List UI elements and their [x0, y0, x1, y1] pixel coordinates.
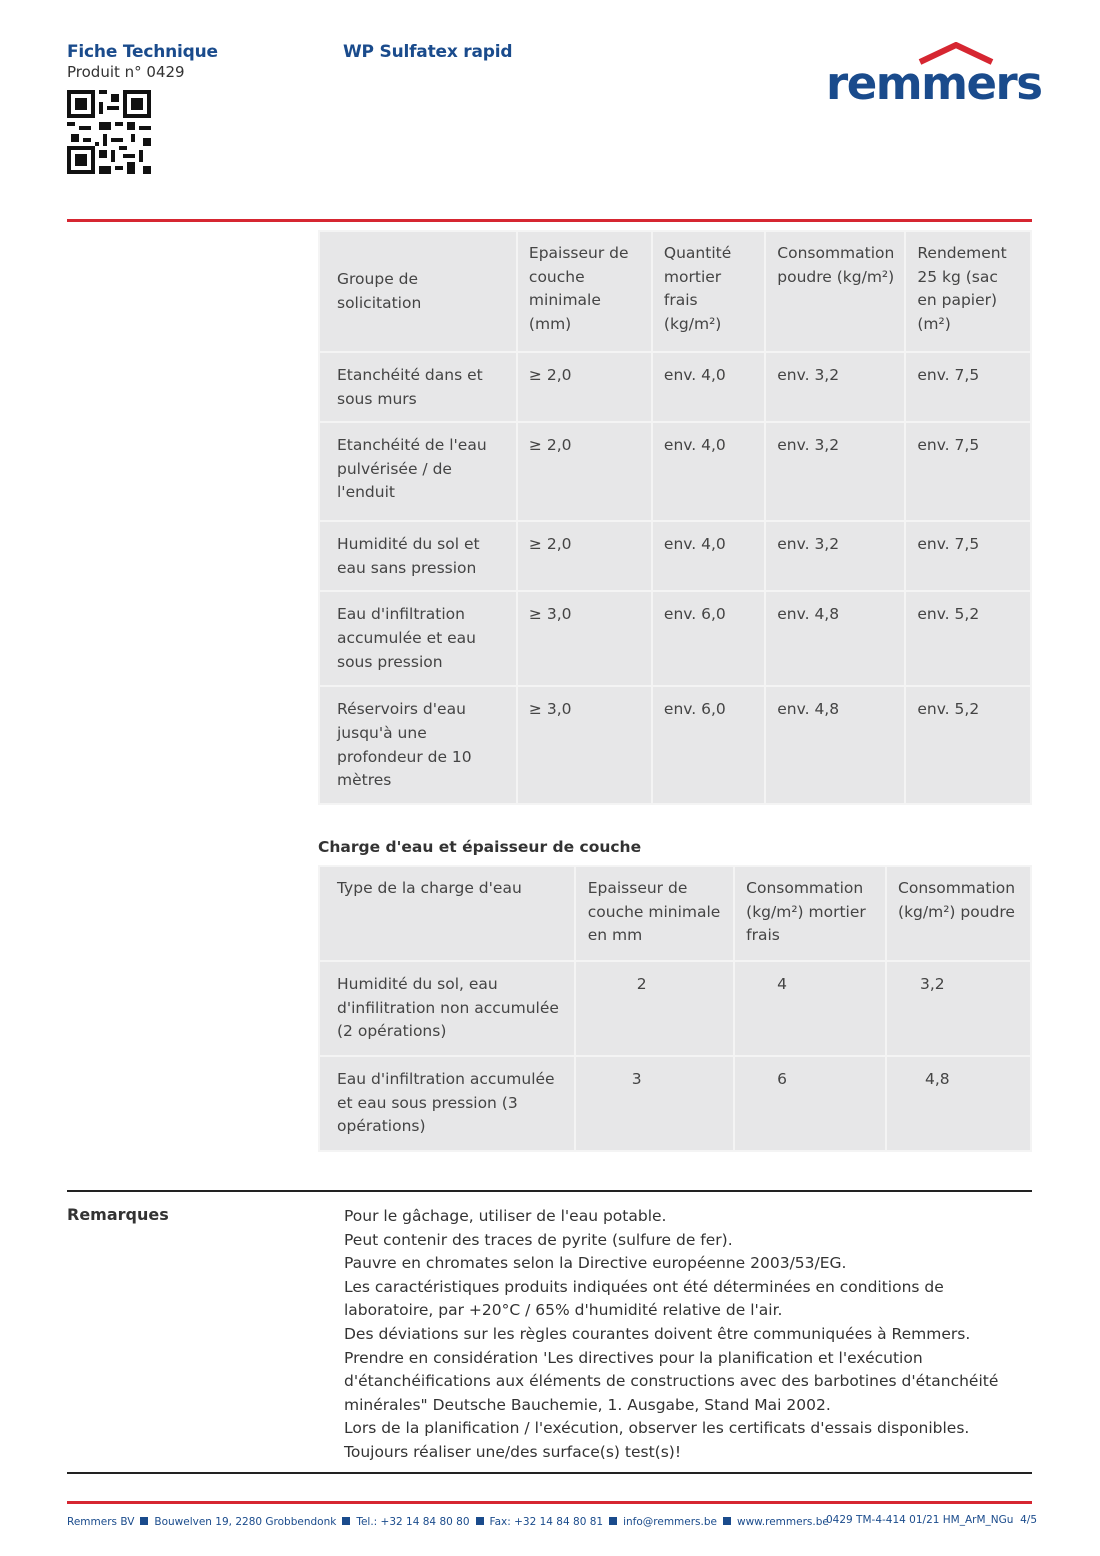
remmers-logo	[826, 42, 1042, 112]
square-bullet-icon	[609, 1517, 617, 1525]
table-cell: env. 4,0	[652, 521, 765, 591]
table-cell: env. 3,2	[765, 422, 905, 521]
page-number: 4/5	[1020, 1514, 1038, 1526]
table-row	[319, 591, 1031, 686]
remark-line: Peut contenir des traces de pyrite (sulfure de fer).	[344, 1230, 733, 1249]
square-bullet-icon	[140, 1517, 148, 1525]
column-header: Groupe de solicitation	[319, 231, 517, 352]
product-name: WP Sulfatex rapid	[343, 42, 513, 62]
table-cell: Eau d'infiltration accumulée et eau sous pression	[319, 591, 517, 686]
column-header: Consommation poudre (kg/m²)	[765, 231, 905, 352]
section-divider	[67, 1190, 1032, 1192]
remark-line: Pour le gâchage, utiliser de l'eau potable.	[344, 1207, 667, 1225]
table-cell: env. 7,5	[905, 521, 1031, 591]
table-row	[319, 961, 1031, 1056]
qr-code-icon	[67, 90, 151, 174]
table-cell: env. 5,2	[905, 686, 1031, 804]
remark-line: Les caractéristiques produits indiquées ont été déterminées en conditions de laboratoire, par +20°C / 65% d'humidité relative de l'air.	[344, 1277, 944, 1320]
table-cell: env. 4,0	[652, 352, 765, 422]
square-bullet-icon	[342, 1517, 350, 1525]
table-cell: 2	[575, 961, 734, 1056]
table-cell: Réservoirs d'eau jusqu'à une profondeur de 10 mètres	[319, 686, 517, 804]
column-header: Epaisseur de couche minimale (mm)	[517, 231, 652, 352]
table-cell: env. 4,8	[765, 686, 905, 804]
footer-fax: Fax: +32 14 84 80 81	[489, 1516, 604, 1528]
footer-phone: Tel.: +32 14 84 80 80	[356, 1516, 470, 1528]
logo-wordmark: remmers	[826, 57, 1042, 110]
remarks-text	[344, 1205, 1034, 1465]
table-cell: Etanchéité dans et sous murs	[319, 352, 517, 422]
table-cell: ≥ 3,0	[517, 591, 652, 686]
square-bullet-icon	[476, 1517, 484, 1525]
table-cell: env. 6,0	[652, 686, 765, 804]
document-header	[67, 42, 218, 81]
table-header-row	[319, 866, 1031, 961]
table-cell: env. 3,2	[765, 521, 905, 591]
product-number: Produit n° 0429	[67, 63, 185, 81]
column-header: Consommation (kg/m²) mortier frais	[734, 866, 886, 961]
table-cell: ≥ 2,0	[517, 352, 652, 422]
table-cell: 4	[734, 961, 886, 1056]
remark-line: Toujours réaliser une/des surface(s) test(s)!	[344, 1442, 682, 1461]
footer-company: Remmers BV	[67, 1516, 135, 1528]
square-bullet-icon	[723, 1517, 731, 1525]
table-cell: Etanchéité de l'eau pulvérisée / de l'enduit	[319, 422, 517, 521]
table-cell: 6	[734, 1056, 886, 1151]
table-cell: Humidité du sol et eau sans pression	[319, 521, 517, 591]
remark-line: Pauvre en chromates selon la Directive européenne 2003/53/EG.	[344, 1254, 847, 1273]
table-cell: env. 5,2	[905, 591, 1031, 686]
table-cell: Humidité du sol, eau d'infilitration non accumulée (2 opérations)	[319, 961, 575, 1056]
water-load-table	[318, 865, 1032, 1152]
column-header: Type de la charge d'eau	[319, 866, 575, 961]
table-row	[319, 521, 1031, 591]
footer-website: www.remmers.be	[736, 1516, 829, 1528]
remark-line: Lors de la planification / l'exécution, observer les certificats d'essais disponibles.	[344, 1419, 970, 1438]
doc-type-title: Fiche Technique	[67, 42, 218, 62]
footer-reference	[826, 1514, 1037, 1526]
table-cell: 4,8	[886, 1056, 1031, 1151]
table-row	[319, 352, 1031, 422]
table-cell: env. 3,2	[765, 352, 905, 422]
table-cell: 3	[575, 1056, 734, 1151]
column-header: Epaisseur de couche minimale en mm	[575, 866, 734, 961]
table-row	[319, 422, 1031, 521]
table-cell: ≥ 2,0	[517, 422, 652, 521]
table-cell: ≥ 2,0	[517, 521, 652, 591]
footer-address: Bouwelven 19, 2280 Grobbendonk	[154, 1516, 337, 1528]
table-row	[319, 1056, 1031, 1151]
table-row	[319, 686, 1031, 804]
table-cell: env. 6,0	[652, 591, 765, 686]
table-cell: env. 7,5	[905, 352, 1031, 422]
remarks-label: Remarques	[67, 1205, 169, 1224]
table-cell: env. 4,0	[652, 422, 765, 521]
section-heading: Charge d'eau et épaisseur de couche	[318, 838, 642, 856]
column-header: Consommation (kg/m²) poudre	[886, 866, 1031, 961]
table-cell: env. 4,8	[765, 591, 905, 686]
table-header-row	[319, 231, 1031, 352]
table-cell: ≥ 3,0	[517, 686, 652, 804]
consumption-table	[318, 230, 1032, 805]
remark-line: Des déviations sur les règles courantes doivent être communiquées à Remmers. Prendre en considération 'Les directives pour la planification et l'exécution d'étanchéifications aux éléments de constructions avec des barbotines d'étanchéité minérales" Deutsche Bauchemie, 1. Ausgabe, Stand Mai 2002.	[344, 1324, 999, 1414]
table-cell: 3,2	[886, 961, 1031, 1056]
table-cell: Eau d'infiltration accumulée et eau sous pression (3 opérations)	[319, 1056, 575, 1151]
footer-divider	[67, 1501, 1032, 1504]
footer-contact	[67, 1516, 829, 1528]
column-header: Quantité mortier frais (kg/m²)	[652, 231, 765, 352]
document-reference: 0429 TM-4-414 01/21 HM_ArM_NGu	[826, 1514, 1014, 1526]
table-cell: env. 7,5	[905, 422, 1031, 521]
section-divider	[67, 1472, 1032, 1474]
column-header: Rendement 25 kg (sac en papier) (m²)	[905, 231, 1031, 352]
footer-email: info@remmers.be	[623, 1516, 717, 1528]
header-divider	[67, 219, 1032, 222]
